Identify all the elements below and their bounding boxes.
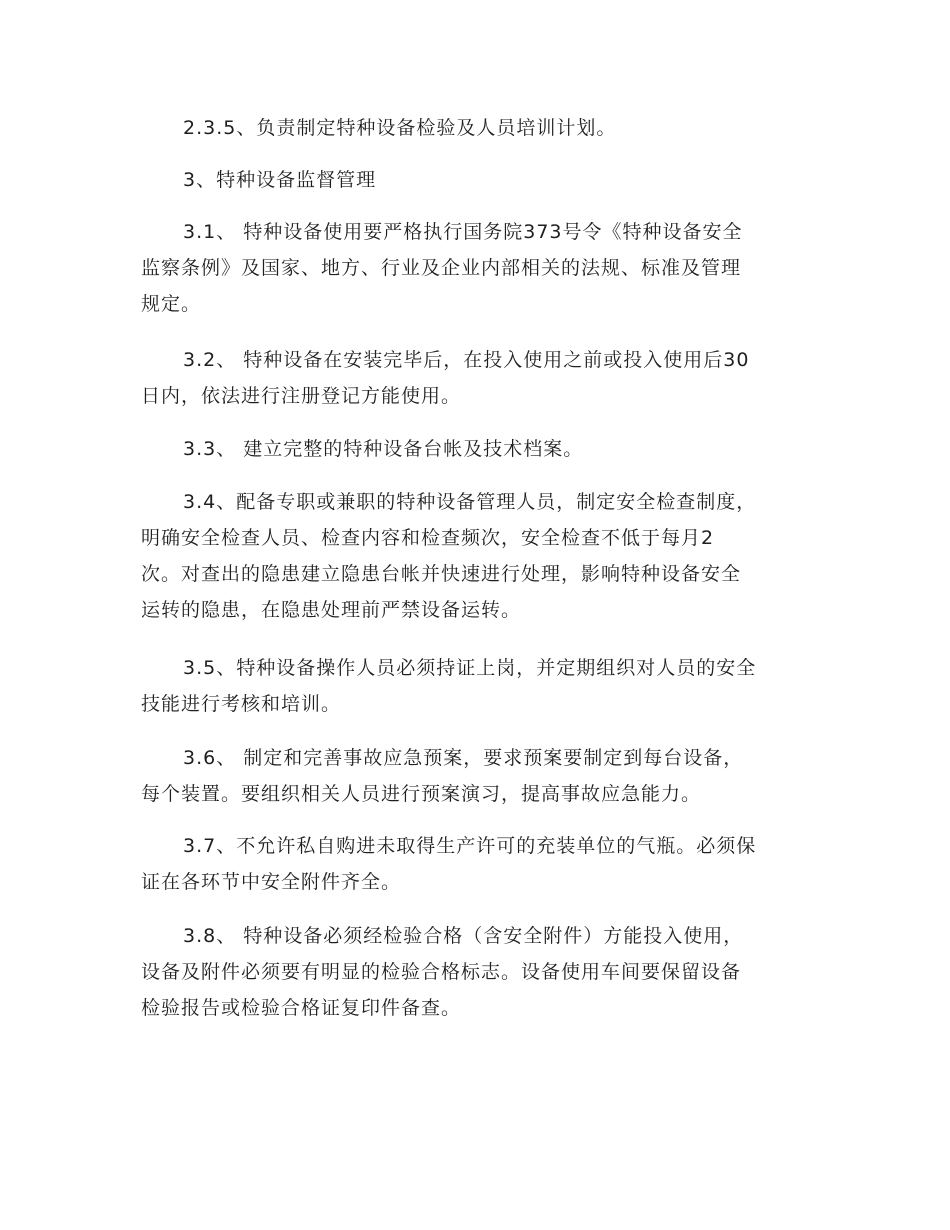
paragraph-3-8: [141, 918, 811, 1026]
text-line: 3.6、 制定和完善事故应急预案，要求预案要制定到每台设备，: [183, 747, 744, 769]
text-line: 规定。: [141, 293, 202, 315]
text-line: 监察条例》及国家、地方、行业及企业内部相关的法规、标准及管理: [141, 257, 742, 279]
paragraph-3-4: [141, 484, 811, 628]
paragraph-3-7: [141, 828, 811, 900]
text-line: 3.1、 特种设备使用要严格执行国务院373号令《特种设备安全: [183, 221, 743, 243]
text-line: 2.3.5、负责制定特种设备检验及人员培训计划。: [183, 117, 617, 139]
text-line: 明确安全检查人员、检查内容和检查频次，安全检查不低于每月2: [141, 527, 715, 549]
paragraph-3-6: [141, 740, 811, 812]
text-line: 运转的隐患，在隐患处理前严禁设备运转。: [141, 599, 522, 621]
text-line: 3.8、 特种设备必须经检验合格（含安全附件）方能投入使用，: [183, 925, 744, 947]
text-line: 3.5、特种设备操作人员必须持证上岗，并定期组织对人员的安全: [183, 657, 757, 679]
text-line: 日内，依法进行注册登记方能使用。: [141, 385, 462, 407]
text-line: 3.4、配备专职或兼职的特种设备管理人员，制定安全检查制度，: [183, 491, 757, 513]
text-line: 证在各环节中安全附件齐全。: [141, 871, 402, 893]
text-line: 技能进行考核和培训。: [141, 693, 342, 715]
text-line: 3.2、 特种设备在安装完毕后，在投入使用之前或投入使用后30: [183, 349, 750, 371]
paragraph-3-5: [141, 650, 811, 722]
paragraph-3-1: [141, 214, 811, 322]
paragraph-2-3-5: [141, 110, 811, 146]
text-line: 每个装置。要组织相关人员进行预案演习，提高事故应急能力。: [141, 783, 702, 805]
paragraph-3-3: [141, 431, 811, 467]
text-line: 设备及附件必须要有明显的检验合格标志。设备使用车间要保留设备: [141, 961, 742, 983]
text-line: 3、特种设备监督管理: [183, 169, 377, 191]
text-line: 检验报告或检验合格证复印件备查。: [141, 997, 462, 1019]
section-heading-3: [141, 162, 811, 198]
paragraph-3-2: [141, 342, 811, 414]
text-line: 3.7、不允许私自购进未取得生产许可的充装单位的气瓶。必须保: [183, 835, 757, 857]
text-line: 3.3、 建立完整的特种设备台帐及技术档案。: [183, 438, 584, 460]
text-line: 次。对查出的隐患建立隐患台帐并快速进行处理，影响特种设备安全: [141, 563, 742, 585]
